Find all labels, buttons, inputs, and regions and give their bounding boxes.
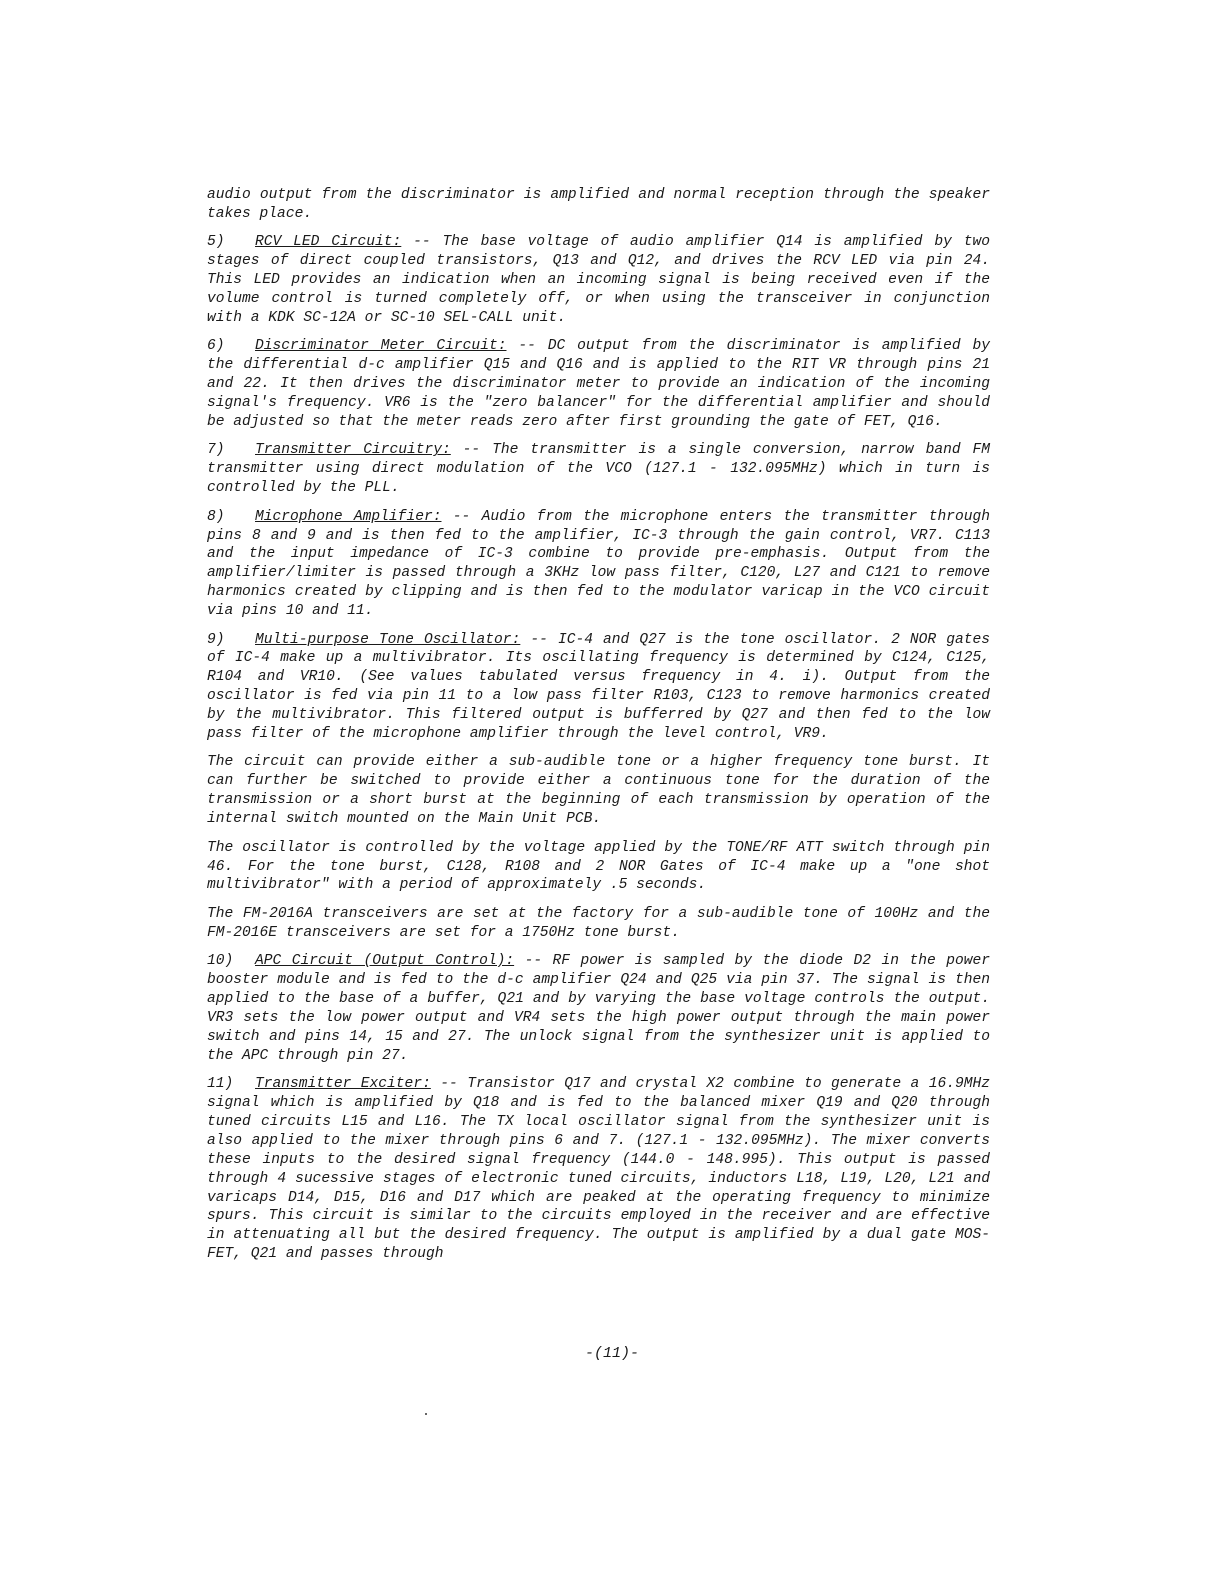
paragraph-factory-settings: The FM-2016A transceivers are set at the factory for a sub-audible tone of 100Hz and the FM-2016E transceivers are set for a 1750Hz tone burst. [207, 905, 990, 941]
paragraph-discriminator-meter: 6) Discriminator Meter Circuit: -- DC output from the discriminator is amplified by the differential d-c amplifier Q15 and Q16 and is applied to the RIT VR through pins 21 and 22. It then drives the discriminator meter to provide an indication of the incoming signal's frequency. VR6 is the "zero balancer" for the differential amplifier and should be adjusted so that the meter reads zero after first grounding the gate of FET, Q16. [207, 338, 990, 430]
heading-tone-oscillator: Multi-purpose Tone Oscillator: [255, 631, 521, 648]
paragraph-transmitter-circuitry: 7) Transmitter Circuitry: -- The transmitter is a single conversion, narrow band FM transmitter using direct modulation of the VCO (127.1 - 132.095MHz) which in turn is controlled by the PLL. [207, 442, 990, 497]
heading-discriminator-meter: Discriminator Meter Circuit: [255, 338, 507, 355]
paragraph-continuation: audio output from the discriminator is amplified and normal reception through the speaker takes place. [207, 187, 990, 222]
paragraph-microphone-amplifier: 8) Microphone Amplifier: -- Audio from the microphone enters the transmitter through pins 8 and 9 and is then fed to the amplifier, IC-3 through the gain control, VR7. C113 and the input impedance of IC-3 combine to provide pre-emphasis. Output from the amplifier/limiter is passed through a 3KHz low pass filter, C120, L27 and C121 to remove harmonics created by clipping and is then fed to the modulator varicap in the VCO circuit via pins 10 and 11. [207, 508, 990, 620]
paragraph-transmitter-exciter: 11) Transmitter Exciter: -- Transistor Q17 and crystal X2 combine to generate a 16.9MHz signal which is amplified by Q18 and is fed to the balanced mixer Q19 and Q20 through tuned circuits L15 and L16. The TX local oscillator signal from the synthesizer unit is also applied to the mixer through pins 6 and 7. (127.1 - 132.095MHz). The mixer converts these inputs to the desired signal frequency (144.0 - 148.995). This output is passed through 4 sucessive stages of electronic tuned circuits, inductors L18, L19, L20, L21 and varicaps D14, D15, D16 and D17 which are peaked at the operating frequency to minimize spurs. This circuit is similar to the circuits employed in the receiver and are effective in attenuating all but the desired frequency. The output is amplified by a dual gate MOS-FET, Q21 and passes through [207, 1076, 991, 1263]
heading-apc-circuit: APC Circuit (Output Control): [255, 953, 515, 970]
paragraph-rcv-led: 5) RCV LED Circuit: -- The base voltage of audio amplifier Q14 is amplified by two stages of direct coupled transistors, Q13 and Q12, and drives the RCV LED via pin 24. This LED provides an indication when an incoming signal is being received even if the volume control is turned completely off, or when using the transceiver in conjunction with a KDK SC-12A or SC-10 SEL-CALL unit. [207, 234, 991, 326]
heading-microphone-amplifier: Microphone Amplifier: [255, 508, 442, 525]
body-text [207, 186, 990, 1274]
heading-rcv-led: RCV LED Circuit: [255, 234, 402, 251]
scan-speck [425, 1413, 427, 1415]
paragraph-tone-control: The oscillator is controlled by the voltage applied by the TONE/RF ATT switch through pin 46. For the tone burst, C128, R108 and 2 NOR Gates of IC-4 make up a "one shot multivibrator" with a period of approximately .5 seconds. [207, 839, 990, 894]
page-number: -(11)- [584, 1345, 639, 1362]
heading-transmitter-circuitry: Transmitter Circuitry: [255, 442, 451, 459]
paragraph-tone-oscillator: 9) Multi-purpose Tone Oscillator: -- IC-4 and Q27 is the tone oscillator. 2 NOR gates of IC-4 make up a multivibrator. Its oscillating frequency is determined by C124, C125, R104 and VR10. (See values tabulated versus frequency in 4. i). Output from the oscillator is fed via pin 11 to a low pass filter R103, C123 to remove harmonics created by the multivibrator. This filtered output is bufferred by Q27 and then fed to the low pass filter of the microphone amplifier through the level control, VR9. [207, 631, 990, 743]
heading-transmitter-exciter: Transmitter Exciter: [255, 1076, 431, 1093]
paragraph-tone-modes: The circuit can provide either a sub-audible tone or a higher frequency tone burst. It can further be switched to provide either a continuous tone for the duration of the transmission or a short burst at the beginning of each transmission by operation of the internal switch mounted on the Main Unit PCB. [207, 754, 990, 828]
paragraph-apc-circuit: 10) APC Circuit (Output Control): -- RF power is sampled by the diode D2 in the power booster module and is fed to the d-c amplifier Q24 and Q25 via pin 37. The signal is then applied to the base of a buffer, Q21 and by varying the base voltage controls the output. VR3 sets the low power output and VR4 sets the high power output through the main power switch and pins 14, 15 and 27. The unlock signal from the synthesizer unit is applied to the APC through pin 27. [207, 953, 990, 1064]
